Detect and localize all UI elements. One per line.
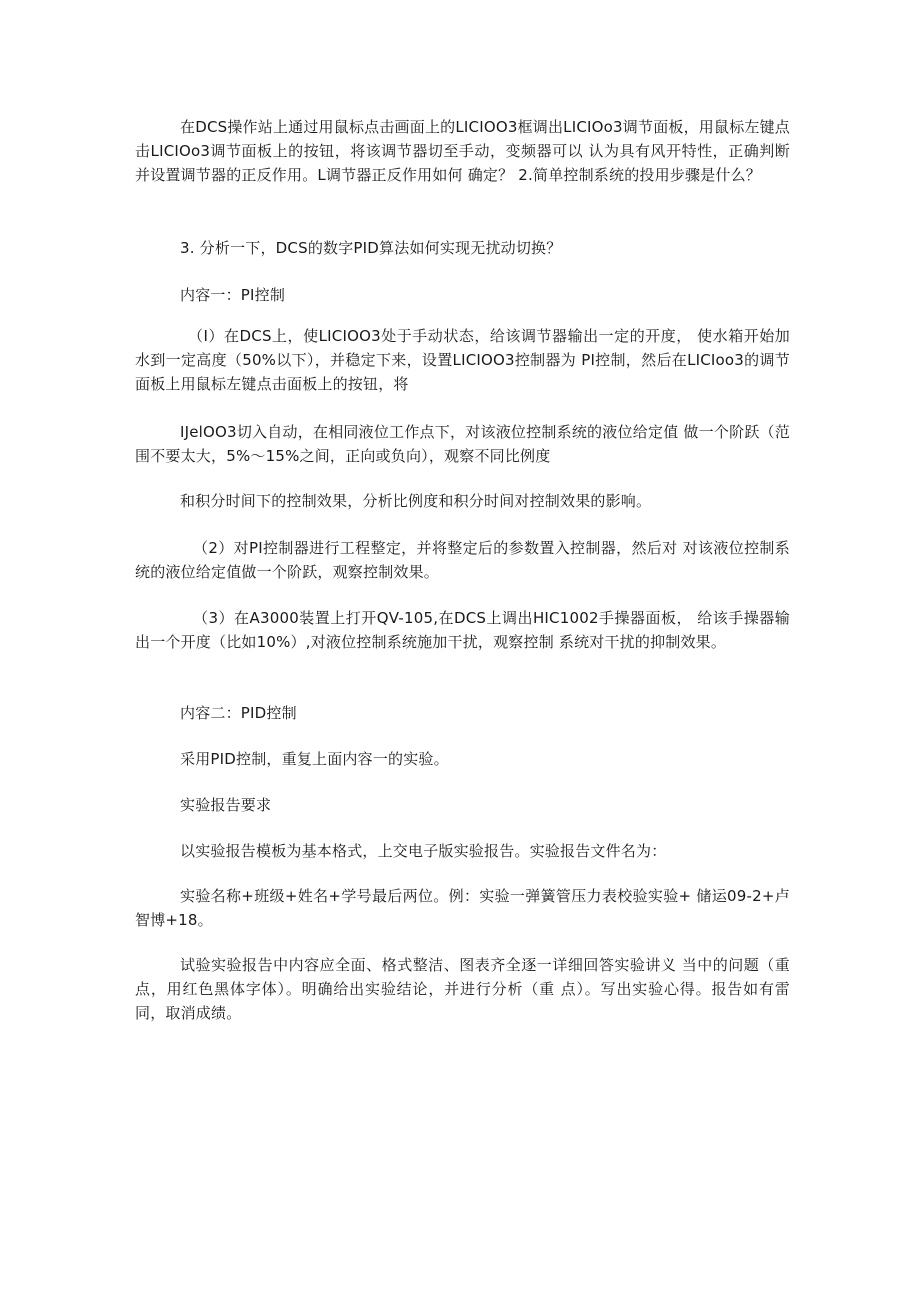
paragraph-step-2: （2）对PI控制器进行工程整定，并将整定后的参数置入控制器，然后对 对该液位控制系统的液位给定值做一个阶跃，观察控制效果。 bbox=[135, 539, 790, 581]
paragraph-report-format: 以实验报告模板为基本格式，上交电子版实验报告。实验报告文件名为： bbox=[180, 842, 667, 860]
paragraph-step-1-conclusion: 和积分时间下的控制效果，分析比例度和积分时间对控制效果的影响。 bbox=[180, 492, 652, 510]
section-heading-report-requirements: 实验报告要求 bbox=[180, 796, 272, 814]
paragraph-file-naming: 实验名称+班级+姓名+学号最后两位。例：实验一弹簧管压力表校验实验+ 储运09-2+卢智博+18。 bbox=[135, 887, 790, 929]
paragraph-step-1: （I）在DCS上，使LICIOO3处于手动状态，给该调节器输出一定的开度， 使水箱开始加水到一定高度（50%以下），并稳定下来，设置LICIOO3控制器为 PI控制，然后在LICIoo3的调节面板上用鼠标左键点击面板上的按钮，将 bbox=[135, 327, 790, 393]
paragraph-report-content: 试验实验报告中内容应全面、格式整洁、图表齐全逐一详细回答实验讲义 当中的问题（重点，用红色黑体字体）。明确给出实验结论，并进行分析（重 点）。写出实验心得。报告如有雷同，取消成绩。 bbox=[135, 956, 790, 1022]
paragraph-dcs-operation: 在DCS操作站上通过用鼠标点击画面上的LICIOO3框调出LICIOo3调节面板，用鼠标左键点击LICIOo3调节面板上的按钮，将该调节器切至手动，变频器可以 认为具有风开特性，正确判断并设置调节器的正反作用。L调节器正反作用如何 确定？ 2.简单控制系统的投用步骤是什么？ bbox=[135, 118, 790, 184]
paragraph-pid-control: 采用PID控制，重复上面内容一的实验。 bbox=[180, 750, 449, 768]
paragraph-step-1-continued: IJelOO3切入自动，在相同液位工作点下，对该液位控制系统的液位给定值 做一个阶跃（范围不要太大，5%～15%之间，正向或负向），观察不同比例度 bbox=[135, 423, 790, 465]
paragraph-question-3: 3. 分析一下，DCS的数字PID算法如何实现无扰动切换？ bbox=[180, 239, 562, 257]
section-heading-content-2: 内容二：PID控制 bbox=[180, 704, 297, 722]
section-heading-content-1: 内容一：PI控制 bbox=[180, 286, 286, 304]
paragraph-step-3: （3）在A3000装置上打开QV-105,在DCS上调出HIC1002手操器面板， 给该手操器输出一个开度（比如10%）,对液位控制系统施加干扰，观察控制 系统对干扰的抑制效果。 bbox=[135, 609, 790, 651]
